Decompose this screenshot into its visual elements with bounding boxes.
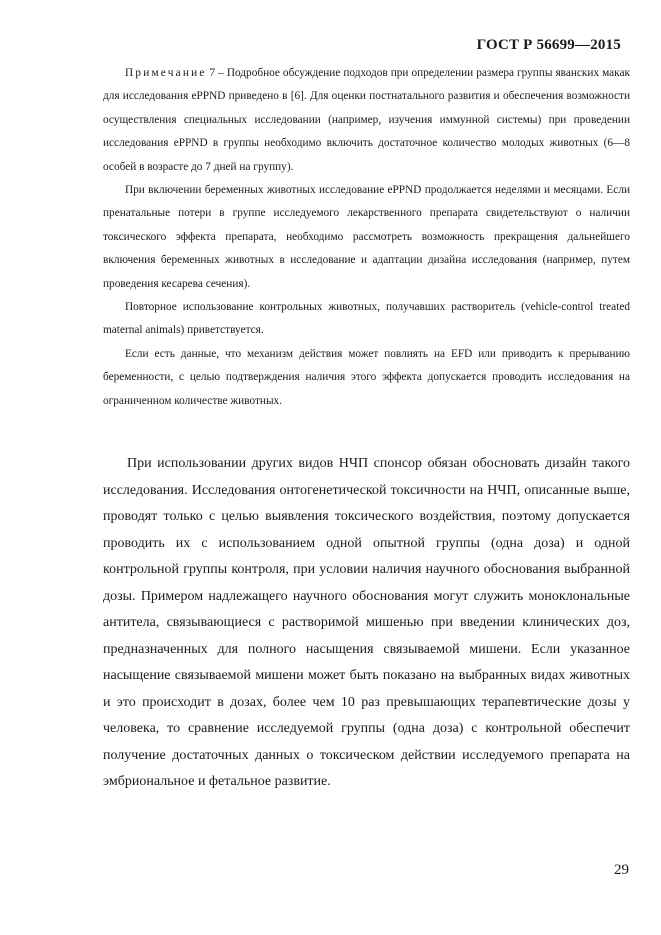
main-text-block xyxy=(103,451,630,796)
document-header: ГОСТ Р 56699—2015 xyxy=(476,37,621,53)
note-7-paragraph xyxy=(103,62,630,179)
main-paragraph: При использовании других видов НЧП спонсор обязан обосновать дизайн такого исследования. Исследования онтогенетической токсичности на НЧП, описанные выше, проводят только с целью выявления токсического воздействия, поэтому допускается проводить их с использованием одной опытной группы (одна доза) и одной контрольной группы контроля, при условии наличия научного обоснования выбранной дозы. Примером надлежащего научного обоснования могут служить моноклональные антитела, связывающиеся с растворимой мишенью при введении клинических доз, предназначенных для полного насыщения связываемой мишени. Если указанное насыщение связываемой мишени может быть показано на выбранных видах животных и это происходит в дозах, более чем 10 раз превышающих терапевтические дозы у человека, то сравнение исследуемой группы (одна доза) с контрольной обеспечит получение достаточных данных о токсическом действии исследуемого препарата на эмбриональное и фетальное развитие. xyxy=(103,456,630,789)
note-7-text: 7 – Подробное обсуждение подходов при определении размера группы яванских макак для исследования ePPND приведено в [6]. Для оценки постнатального развития и обеспечения возможности осуществления специальных исследовании (например, изучения иммунной системы) при проведении исследования ePPND в группы необходимо включить достаточное количество молодых животных (6—8 особей в возрасте до 7 дней на группу). xyxy=(103,67,630,173)
control-animals-paragraph: Повторное использование контрольных животных, получавших растворитель (vehicle-control treated maternal animals) приветствуется. xyxy=(103,301,630,337)
note-label: Примечание xyxy=(125,67,207,79)
efd-mechanism-paragraph: Если есть данные, что механизм действия может повлиять на EFD или приводить к прерыванию беременности, с целью подтверждения наличия этого эффекта допускается проводить исследования на ограниченном количестве животных. xyxy=(103,347,630,407)
page-number: 29 xyxy=(614,862,629,878)
notes-block xyxy=(103,62,630,413)
pregnant-animals-paragraph: При включении беременных животных исследование ePPND продолжается неделями и месяцами. Если пренатальные потери в группе исследуемого лекарственного препарата свидетельствуют о наличии токсического эффекта препарата, необходимо рассмотреть возможность прекращения дальнейшего включения беременных животных в исследование и адаптации дизайна исследования (например, путем проведения кесарева сечения). xyxy=(103,184,630,290)
